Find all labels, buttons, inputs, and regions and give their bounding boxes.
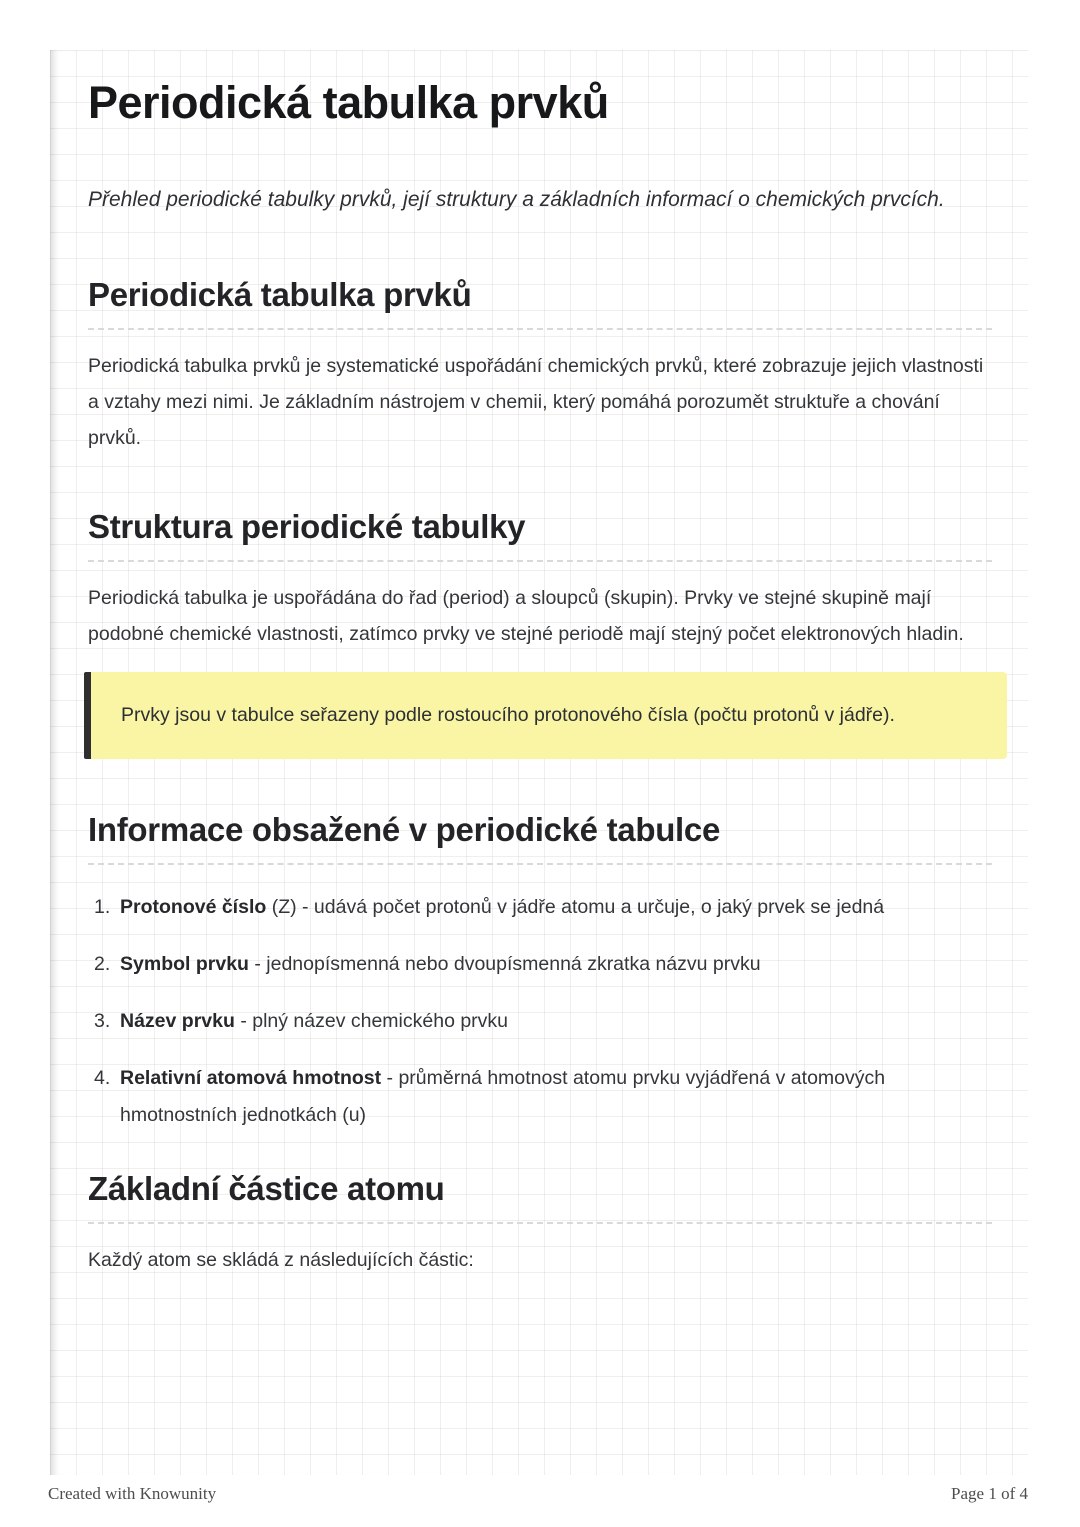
list-item-number: 3. <box>94 1010 111 1033</box>
list-item-description: (Z) - udává počet protonů v jádře atomu a určuje, o jaký prvek se jedná <box>271 896 885 919</box>
document-title: Periodická tabulka prvků <box>88 77 609 128</box>
section-paragraph: Periodická tabulka prvků je systematické uspořádání chemických prvků, které zobrazuje jejich vlastnosti a vztahy mezi nimi. Je základním nástrojem v chemii, který pomáhá porozumět struktuře a chování prvků. <box>88 355 984 450</box>
list-item <box>88 946 992 983</box>
list-item-term: Relativní atomová hmotnost <box>120 1067 382 1090</box>
page-sheet <box>50 50 1028 1475</box>
page-footer <box>48 1484 1028 1504</box>
callout-text: Prvky jsou v tabulce seřazeny podle rostoucího protonového čísla (počtu protonů v jádře). <box>121 704 895 727</box>
document-subtitle: Přehled periodické tabulky prvků, její struktury a základních informací o chemických prvcích. <box>88 188 945 212</box>
list-item-term: Symbol prvku <box>120 953 249 976</box>
list-item-number: 2. <box>94 953 111 976</box>
list-item-term: Název prvku <box>120 1010 235 1033</box>
list-item-description: - jednopísmenná nebo dvoupísmenná zkratka názvu prvku <box>254 953 761 976</box>
section-heading: Struktura periodické tabulky <box>88 508 992 562</box>
highlight-callout <box>84 672 1007 759</box>
list-item-description: - průměrná hmotnost atomu prvku vyjádřená v atomových hmotnostních jednotkách (u) <box>120 1067 886 1127</box>
footer-credit: Created with Knowunity <box>48 1484 217 1503</box>
section-informace <box>88 811 992 1134</box>
list-item-number: 4. <box>94 1067 111 1090</box>
page-content <box>50 78 1028 1278</box>
section-periodicka-tabulka <box>88 276 992 456</box>
numbered-list <box>88 889 992 1134</box>
section-heading: Základní částice atomu <box>88 1170 992 1224</box>
list-item-number: 1. <box>94 896 111 919</box>
section-struktura <box>88 508 992 759</box>
list-item-term: Protonové číslo <box>120 896 267 919</box>
section-zakladni-castice <box>88 1170 992 1278</box>
section-heading: Informace obsažené v periodické tabulce <box>88 811 992 865</box>
section-heading: Periodická tabulka prvků <box>88 276 992 330</box>
footer-page-number: Page 1 of 4 <box>951 1484 1028 1503</box>
section-paragraph: Každý atom se skládá z následujících částic: <box>88 1249 474 1272</box>
list-item-description: - plný název chemického prvku <box>240 1010 509 1033</box>
list-item <box>88 1060 992 1134</box>
section-paragraph: Periodická tabulka je uspořádána do řad (period) a sloupců (skupin). Prvky ve stejné skupině mají podobné chemické vlastnosti, zatímco prvky ve stejné periodě mají stejný počet elektronových hladin. <box>88 587 964 646</box>
list-item <box>88 889 992 926</box>
list-item <box>88 1003 992 1040</box>
